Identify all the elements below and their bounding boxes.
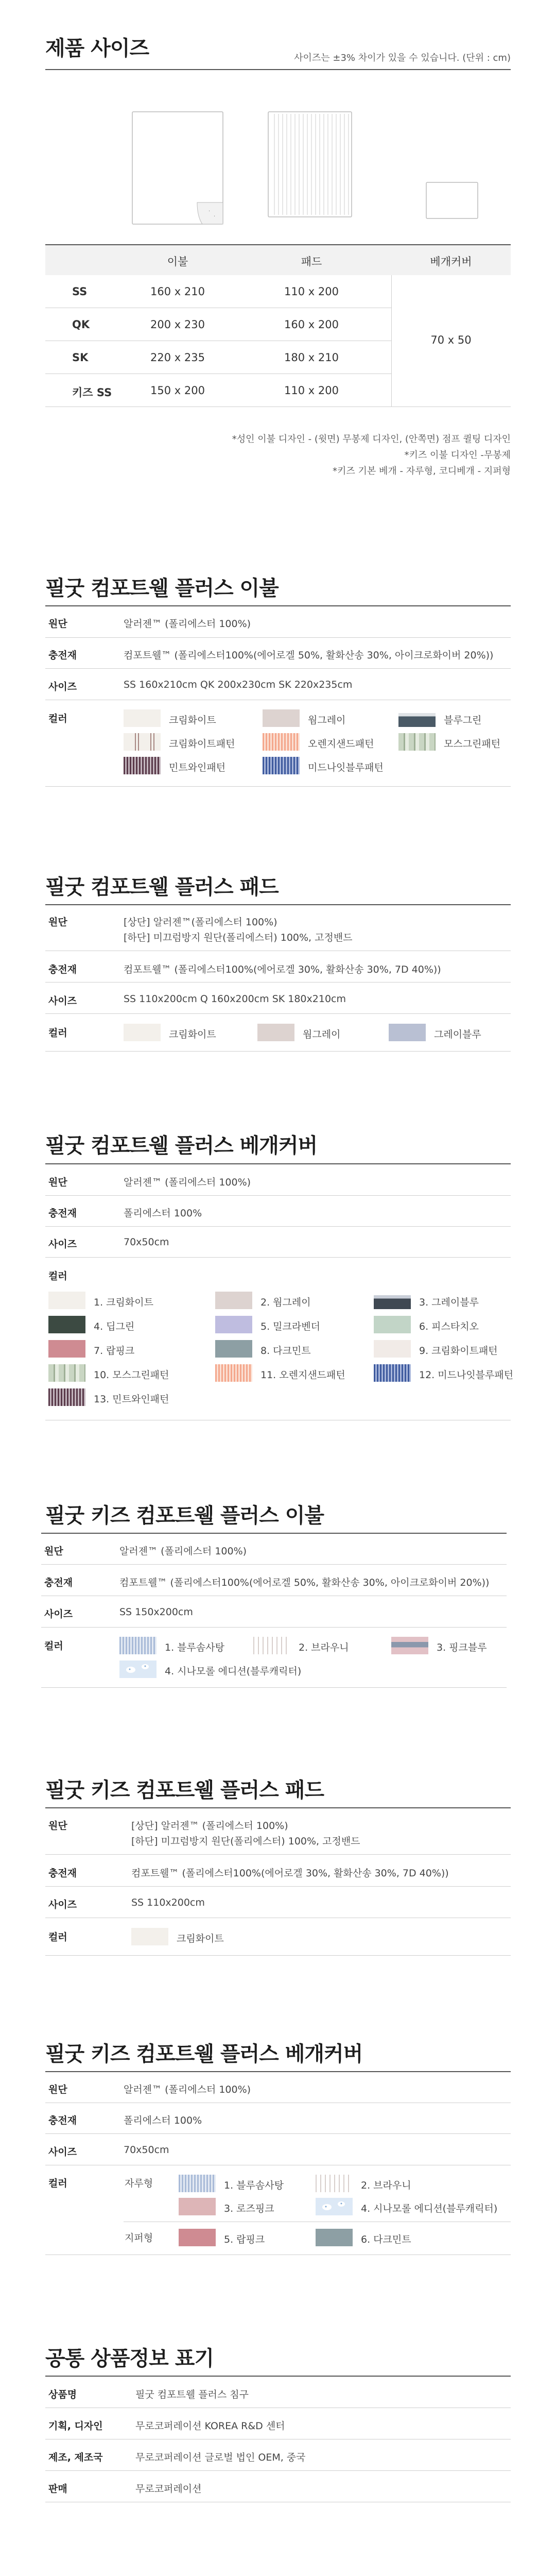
swatch-label: 블루그린 [444,715,482,726]
pillow-illustration [425,181,479,219]
swatch-label: 9. 크림화이트패턴 [419,1345,498,1357]
swatch-grey-blue [389,1024,426,1041]
row-divider [41,1687,507,1688]
swatch-label: 모스그린패턴 [444,738,501,750]
swatch-12 [374,1364,411,1382]
swatch-label: 1. 블루솜사탕 [224,2180,284,2191]
swatch-moss-green-pattern [398,733,436,751]
swatch-label: 2. 웜그레이 [260,1297,311,1308]
swatch-midnight-blue-pattern [263,757,300,774]
swatch-label: 7. 랍핑크 [94,1345,135,1357]
fabric-bottom: [하단] 미끄럼방지 원단(폴리에스터) 100%, 고정밴드 [124,932,353,943]
subtype-zipper: 지퍼형 [125,2232,153,2244]
label-filling: 충전재 [48,1868,77,1879]
swatch-1 [119,1637,157,1654]
swatch-blue-green [398,709,436,727]
size-value: SS 160x210cm QK 200x230cm SK 220x235cm [124,679,353,690]
swatch-6 [374,1316,411,1333]
label-size: 사이즈 [48,1239,77,1250]
label-product-name: 상품명 [48,2389,77,2400]
swatch-label: 5. 밀크라벤더 [260,1321,320,1332]
size-row-name: QK [72,318,90,331]
size-row-name: SS [72,285,88,298]
swatch-cream-white [124,1024,161,1041]
label-filling: 충전재 [48,650,77,661]
section-title: 필굿 컴포트웰 플러스 패드 [45,875,279,899]
row-divider [45,2470,511,2471]
size-row-blanket: 160 x 210 [150,285,205,298]
swatch-label: 웜그레이 [303,1029,341,1040]
label-size: 사이즈 [48,2146,77,2158]
swatch-label: 8. 다크민트 [260,1345,311,1357]
filling-value: 컴포트웰™ (폴리에스터100%(에어로겔 30%, 활화산송 30%, 7D 40%)) [124,964,441,975]
blanket-illustration [131,111,224,225]
footnote-1: *성인 이불 디자인 - (윗면) 무봉제 디자인, (안쪽면) 점프 퀼팅 디자인 [232,434,511,445]
header-pad: 패드 [301,256,322,268]
size-row-blanket: 200 x 230 [150,318,205,331]
swatch-label: 10. 모스그린패턴 [94,1369,169,1381]
size-value: SS 110x200cm [131,1897,205,1908]
label-size: 사이즈 [44,1608,73,1620]
swatch-1 [48,1292,85,1309]
divider [45,904,511,905]
filling-value: 컴포트웰™ (폴리에스터100%(에어로겔 50%, 활화산송 30%, 아이크로화이버 20%)) [124,650,494,661]
size-row-blanket: 150 x 200 [150,384,205,397]
row-divider [45,1955,511,1956]
size-value: 70x50cm [124,2144,169,2156]
label-fabric: 원단 [48,917,67,928]
swatch-label: 크림화이트패턴 [169,738,235,750]
filling-value: 컴포트웰™ (폴리에스터100%(에어로겔 50%, 활화산송 30%, 아이크로화이버 20%)) [119,1577,490,1588]
size-row-pad: 180 x 210 [284,351,339,364]
swatch-11 [215,1364,252,1382]
swatch-label: 미드나잇블루패턴 [308,762,384,773]
swatch-label: 4. 시나모롤 에디션(블루캐릭터) [165,1666,302,1677]
filling-value: 컴포트웰™ (폴리에스터100%(에어로겔 30%, 활화산송 30%, 7D 40%)) [131,1868,449,1879]
row-divider [45,1854,511,1855]
label-fabric: 원단 [48,1177,67,1188]
header-pillow: 베개커버 [430,256,472,268]
swatch-label: 4. 시나모롤 에디션(블루캐릭터) [361,2203,498,2214]
swatch-2 [215,1292,252,1309]
planning-design: 무로코퍼레이션 KOREA R&D 센터 [135,2420,285,2432]
subtype-sack: 자루형 [125,2178,153,2189]
swatch-label: 1. 블루솜사탕 [165,1642,224,1653]
label-color: 컬러 [48,1270,67,1282]
row-divider [45,1013,511,1014]
size-note: 사이즈는 ±3% 차이가 있을 수 있습니다. (단위 : cm) [294,53,511,63]
swatch-label: 크림화이트 [177,1933,224,1944]
fabric-top: [상단] 알러젠™(폴리에스터 100%) [124,917,277,928]
header-blanket: 이불 [167,256,188,268]
section-title: 공통 상품정보 표기 [45,2347,214,2370]
label-filling: 충전재 [48,1208,77,1219]
swatch-3 [179,2198,216,2215]
product-name: 필굿 컴포트웰 플러스 침구 [135,2389,249,2400]
swatch-label: 3. 핑크블루 [437,1642,487,1653]
swatch-label: 3. 로즈핑크 [224,2203,274,2214]
swatch-label: 12. 미드나잇블루패턴 [419,1369,514,1381]
section-title: 필굿 키즈 컴포트웰 플러스 베개커버 [45,2042,363,2066]
pad-illustration [267,111,353,218]
swatch-label: 4. 딥그린 [94,1321,135,1332]
swatch-6 [316,2229,353,2246]
fabric-bottom: [하단] 미끄럼방지 원단(폴리에스터) 100%, 고정밴드 [131,1836,360,1847]
swatch-cream-white-pattern [124,733,161,751]
row-divider [45,406,511,407]
swatch-3 [374,1292,411,1309]
divider [45,2376,511,2377]
row-divider [45,1195,511,1196]
swatch-2 [316,2175,353,2192]
row-divider [45,1886,511,1887]
label-color: 컬러 [48,713,67,724]
swatch-4 [48,1316,85,1333]
row-divider [45,2133,511,2134]
row-divider [45,1051,511,1052]
size-value: SS 150x200cm [119,1606,193,1618]
character-icon [119,1660,157,1678]
manufacturer: 무로코퍼레이션 글로벌 법인 OEM, 중국 [135,2452,306,2463]
section-title: 필굿 컴포트웰 플러스 이불 [45,577,279,600]
swatch-label: 2. 브라우니 [299,1642,349,1653]
swatch-label: 크림화이트 [169,715,216,726]
footnote-2: *키즈 이불 디자인 -무봉제 [404,450,511,461]
size-row-pad: 110 x 200 [284,384,339,397]
swatch-label: 6. 다크민트 [361,2234,411,2245]
swatch-10 [48,1364,85,1382]
section-title: 필굿 컴포트웰 플러스 베개커버 [45,1134,318,1158]
label-color: 컬러 [48,2178,67,2189]
size-row-pad: 110 x 200 [284,285,339,298]
size-row-name: 키즈 SS [72,386,112,399]
fabric-top: [상단] 알러젠™ (폴리에스터 100%) [131,1820,288,1832]
swatch-label: 그레이블루 [434,1029,481,1040]
character-icon [316,2198,353,2215]
label-fabric: 원단 [48,618,67,630]
swatch-label: 3. 그레이블루 [419,1297,479,1308]
swatch-1 [179,2175,216,2192]
footnote-3: *키즈 기본 베개 - 자루형, 코디베개 - 지퍼형 [333,466,511,477]
divider [45,2071,511,2072]
divider [45,1807,511,1808]
label-size: 사이즈 [48,995,77,1007]
label-fabric: 원단 [48,2084,67,2095]
label-filling: 충전재 [44,1577,73,1588]
section-title: 필굿 키즈 컴포트웰 플러스 패드 [45,1778,324,1802]
section-title: 필굿 키즈 컴포트웰 플러스 이불 [45,1504,324,1528]
swatch-label: 민트와인패턴 [169,762,226,773]
swatch-3 [391,1637,428,1654]
svg-text:·: · [208,209,211,214]
size-row-name: SK [72,351,89,364]
fabric-value: 알러젠™ (폴리에스터 100%) [124,1177,251,1188]
label-seller: 판매 [48,2483,67,2495]
label-filling: 충전재 [48,2115,77,2126]
label-planning-design: 기획, 디자인 [48,2420,103,2432]
size-value: SS 110x200cm Q 160x200cm SK 180x210cm [124,993,346,1005]
row-divider [45,786,511,787]
size-row-pad: 160 x 200 [284,318,339,331]
swatch-warm-gray [257,1024,294,1041]
swatch-label: 크림화이트 [169,1029,216,1040]
swatch-warm-gray [263,709,300,727]
swatch-label: 웜그레이 [308,715,346,726]
swatch-4 [119,1660,157,1678]
swatch-mint-wine-pattern [124,757,161,774]
swatch-label: 13. 민트와인패턴 [94,1394,169,1405]
label-fabric: 원단 [48,1820,67,1832]
swatch-7 [48,1340,85,1358]
label-color: 컬러 [48,1931,67,1943]
svg-text:·: · [214,214,216,219]
swatch-cream-white [131,1928,168,1945]
seller: 무로코퍼레이션 [135,2483,202,2495]
pillow-size: 70 x 50 [430,334,472,346]
swatch-label: 6. 피스타치오 [419,1321,479,1332]
label-size: 사이즈 [48,681,77,692]
label-fabric: 원단 [44,1546,63,1557]
divider [45,69,511,70]
swatch-orange-sand-pattern [263,733,300,751]
swatch-label: 오렌지샌드패턴 [308,738,374,750]
size-value: 70x50cm [124,1236,169,1248]
row-divider [45,668,511,669]
swatch-label: 2. 브라우니 [361,2180,411,2191]
swatch-9 [374,1340,411,1358]
swatch-8 [215,1340,252,1358]
divider [45,605,511,606]
swatch-5 [179,2229,216,2246]
fabric-value: 알러젠™ (폴리에스터 100%) [124,618,251,630]
label-filling: 충전재 [48,964,77,975]
filling-value: 폴리에스터 100% [124,2115,202,2126]
label-size: 사이즈 [48,1899,77,1910]
size-title: 제품 사이즈 [45,37,149,60]
swatch-5 [215,1316,252,1333]
size-row-blanket: 220 x 235 [150,351,205,364]
swatch-4 [316,2198,353,2215]
row-divider [41,1627,507,1628]
label-color: 컬러 [44,1640,63,1652]
row-divider [41,1564,507,1565]
row-divider [45,637,511,638]
fabric-value: 알러젠™ (폴리에스터 100%) [124,2084,251,2095]
row-divider [45,1257,511,1258]
filling-value: 폴리에스터 100% [124,1208,202,1219]
swatch-13 [48,1388,85,1406]
label-color: 컬러 [48,1027,67,1039]
swatch-label: 1. 크림화이트 [94,1297,153,1308]
label-manufacturer: 제조, 제조국 [48,2452,103,2463]
swatch-label: 11. 오렌지샌드패턴 [260,1369,345,1381]
swatch-2 [253,1637,290,1654]
row-divider [45,1226,511,1227]
swatch-label: 5. 랍핑크 [224,2234,265,2245]
divider [45,1163,511,1164]
fabric-value: 알러젠™ (폴리에스터 100%) [119,1546,247,1557]
swatch-cream-white [124,709,161,727]
divider [41,1533,507,1534]
